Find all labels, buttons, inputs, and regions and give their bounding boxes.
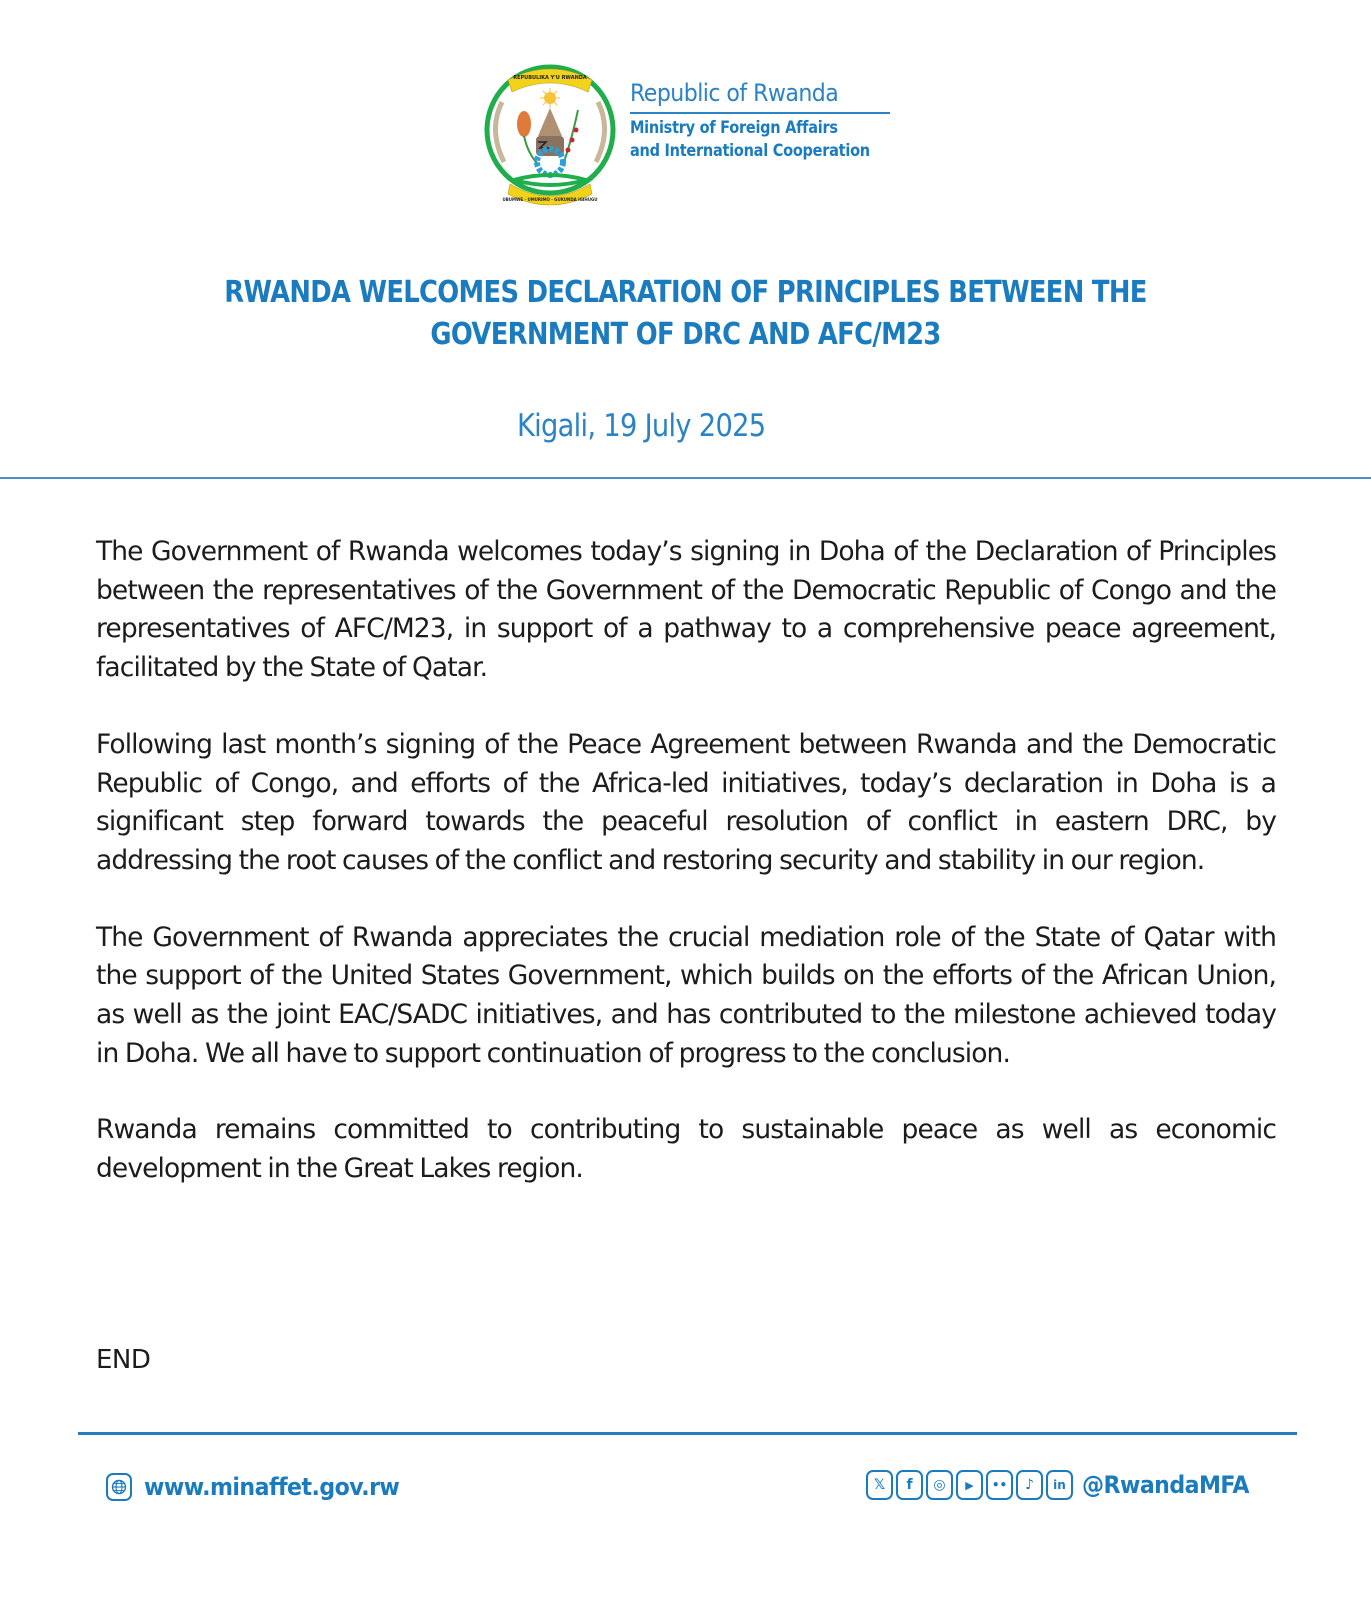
emblem-top-ribbon-text: REPUBULIKA Y'U RWANDA: [513, 75, 587, 81]
website-link[interactable]: www.minaffet.gov.rw: [144, 1473, 400, 1501]
header-underline: [630, 112, 890, 114]
x-icon[interactable]: 𝕏: [866, 1470, 893, 1500]
title-line-1: RWANDA WELCOMES DECLARATION OF PRINCIPLES BETWEEN THE: [224, 275, 1147, 310]
body-paragraph-2: Following last month’s signing of the Peace Agreement between Rwanda and the Democratic Republic of Congo, and efforts of the Africa-led initiatives, today’s declaration in Doha is a significant step forward towards the peaceful resolution of conflict in eastern DRC, by addressing the root causes of the conflict and restoring security and stability in our region.: [96, 728, 1276, 876]
body-paragraph-1: The Government of Rwanda welcomes today’s signing in Doha of the Declaration of Principles between the representatives of the Government of the Democratic Republic of Congo and the representatives of AFC/M23, in support of a pathway to a comprehensive peace agreement, facilitated by the State of Qatar.: [96, 536, 1276, 684]
body-paragraph-4: Rwanda remains committed to contributing to sustainable peace as well as economic development in the Great Lakes region.: [96, 1114, 1276, 1185]
ministry-name-line2: and International Cooperation: [630, 141, 870, 160]
globe-icon: [106, 1473, 132, 1501]
coat-of-arms-emblem: [480, 58, 622, 208]
dateline: [0, 408, 1282, 444]
emblem-bottom-ribbon-text: UBUMWE · UMURIMO · GUKUNDA IGIHUGU: [502, 197, 598, 202]
footer-social: [866, 1470, 1263, 1500]
header-divider: [0, 477, 1371, 479]
country-name: Republic of Rwanda: [630, 79, 839, 107]
press-release-title: [0, 272, 1371, 356]
press-release-body: [96, 533, 1276, 1227]
title-line-2: GOVERNMENT OF DRC AND AFC/M23: [430, 317, 941, 352]
organization-header: [630, 78, 892, 162]
dateline-text: Kigali, 19 July 2025: [516, 408, 766, 444]
instagram-icon[interactable]: ◎: [926, 1470, 953, 1500]
youtube-icon[interactable]: ▶: [956, 1470, 983, 1500]
flickr-icon[interactable]: ••: [986, 1470, 1013, 1500]
footer-website[interactable]: [106, 1473, 421, 1501]
linkedin-icon[interactable]: in: [1046, 1470, 1073, 1500]
end-marker: END: [96, 1345, 151, 1375]
body-paragraph-3: The Government of Rwanda appreciates the crucial mediation role of the State of Qatar with the support of the United States Government, which builds on the efforts of the African Union, as well as the joint EAC/SADC initiatives, and has contributed to the milestone achieved today in Doha. We all have to support continuation of progress to the conclusion.: [96, 921, 1276, 1069]
ministry-name-line1: Ministry of Foreign Affairs: [630, 118, 838, 137]
facebook-icon[interactable]: f: [896, 1470, 923, 1500]
footer-divider: [78, 1432, 1297, 1435]
social-handle[interactable]: @RwandaMFA: [1082, 1471, 1249, 1499]
tiktok-icon[interactable]: ♪: [1016, 1470, 1043, 1500]
